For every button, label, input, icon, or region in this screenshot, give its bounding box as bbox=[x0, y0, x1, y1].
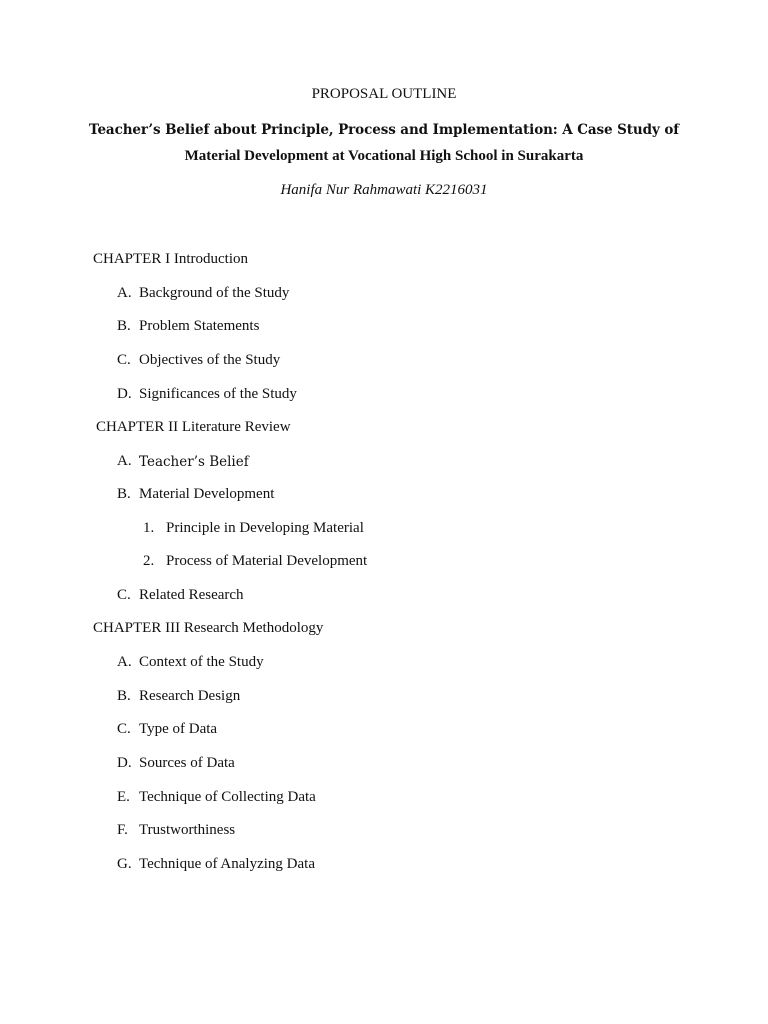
list-item-text: Technique of Collecting Data bbox=[139, 789, 316, 805]
list-marker: C. bbox=[117, 587, 131, 603]
list-item-text: Research Design bbox=[139, 688, 241, 704]
sub-list-marker: 1. bbox=[143, 520, 155, 536]
list-item-text: Material Development bbox=[139, 486, 275, 502]
list-item-text: Problem Statements bbox=[139, 318, 260, 334]
document-heading: PROPOSAL OUTLINE bbox=[311, 86, 457, 102]
list-item-text: Teacher’s Belief bbox=[139, 454, 249, 470]
document-author: Hanifa Nur Rahmawati K2216031 bbox=[280, 182, 488, 198]
sub-list-item-text: Principle in Developing Material bbox=[166, 520, 364, 536]
list-marker: A. bbox=[117, 453, 132, 469]
list-item-text: Context of the Study bbox=[139, 654, 264, 670]
list-marker: E. bbox=[117, 789, 130, 805]
list-marker: D. bbox=[117, 755, 132, 771]
sub-list-marker: 2. bbox=[143, 553, 155, 569]
list-marker: F. bbox=[117, 822, 128, 838]
list-marker: A. bbox=[117, 285, 132, 301]
list-marker: B. bbox=[117, 318, 131, 334]
list-item-text: Trustworthiness bbox=[139, 822, 236, 838]
list-item-text: Significances of the Study bbox=[139, 386, 297, 402]
document-title-line-2: Material Development at Vocational High School in Surakarta bbox=[184, 148, 584, 164]
chapter-2-title: CHAPTER II Literature Review bbox=[96, 419, 291, 435]
list-marker: B. bbox=[117, 688, 131, 704]
list-marker: D. bbox=[117, 386, 132, 402]
list-item-text: Background of the Study bbox=[139, 285, 290, 301]
list-item-text: Technique of Analyzing Data bbox=[139, 856, 315, 872]
list-item-text: Type of Data bbox=[139, 721, 218, 737]
list-item-text: Objectives of the Study bbox=[139, 352, 281, 368]
list-item-text: Sources of Data bbox=[139, 755, 235, 771]
list-marker: G. bbox=[117, 856, 132, 872]
document-title-line-1: Teacher’s Belief about Principle, Process and Implementation: A Case Study of bbox=[89, 122, 679, 138]
list-marker: B. bbox=[117, 486, 131, 502]
list-marker: C. bbox=[117, 721, 131, 737]
sub-list-item-text: Process of Material Development bbox=[166, 553, 368, 569]
list-marker: A. bbox=[117, 654, 132, 670]
chapter-3-title: CHAPTER III Research Methodology bbox=[93, 620, 324, 636]
list-marker: C. bbox=[117, 352, 131, 368]
list-item-text: Related Research bbox=[139, 587, 244, 603]
chapter-1-title: CHAPTER I Introduction bbox=[93, 251, 248, 267]
